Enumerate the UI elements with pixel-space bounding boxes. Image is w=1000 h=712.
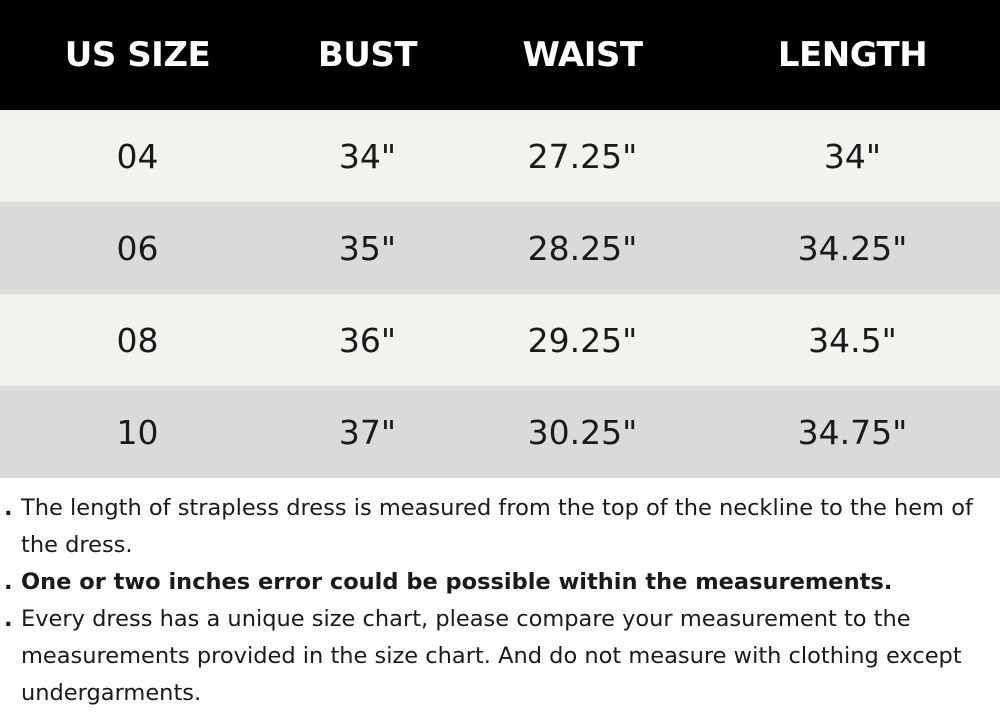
header-bust: BUST [317, 35, 418, 75]
cell-length: 34.75" [797, 412, 908, 452]
note-item [0, 601, 1000, 712]
note-text: One or two inches error could be possible within the measurements. [21, 569, 893, 595]
header-length: LENGTH [777, 35, 928, 75]
cell-waist: 30.25" [527, 412, 638, 452]
cell-bust: 36" [338, 320, 397, 360]
cell-bust: 34" [338, 136, 397, 176]
header-waist: WAIST [522, 35, 643, 75]
header-us-size: US SIZE [64, 35, 211, 75]
bullet-marker: . [4, 606, 13, 632]
cell-waist: 29.25" [527, 320, 638, 360]
cell-size: 04 [116, 136, 159, 176]
table-row [0, 294, 1000, 386]
table-header-row [0, 0, 1000, 110]
note-item [0, 490, 1000, 564]
bullet-marker: . [4, 495, 13, 521]
note-item [0, 564, 1000, 601]
cell-waist: 27.25" [527, 136, 638, 176]
cell-length: 34" [823, 136, 882, 176]
bullet-marker: . [4, 569, 13, 595]
cell-length: 34.5" [808, 320, 897, 360]
cell-size: 06 [116, 228, 159, 268]
notes-list [0, 490, 1000, 712]
cell-size: 08 [116, 320, 159, 360]
cell-bust: 35" [338, 228, 397, 268]
measurement-notes [0, 478, 1000, 712]
table-row [0, 202, 1000, 294]
cell-size: 10 [116, 412, 159, 452]
table-row [0, 110, 1000, 202]
cell-waist: 28.25" [527, 228, 638, 268]
cell-bust: 37" [338, 412, 397, 452]
note-text: Every dress has a unique size chart, please compare your measurement to the measurements provided in the size chart. And do not measure with clothing except undergarments. [21, 606, 962, 706]
cell-length: 34.25" [797, 228, 908, 268]
note-text: The length of strapless dress is measured from the top of the neckline to the hem of the dress. [21, 495, 973, 558]
table-row [0, 386, 1000, 478]
